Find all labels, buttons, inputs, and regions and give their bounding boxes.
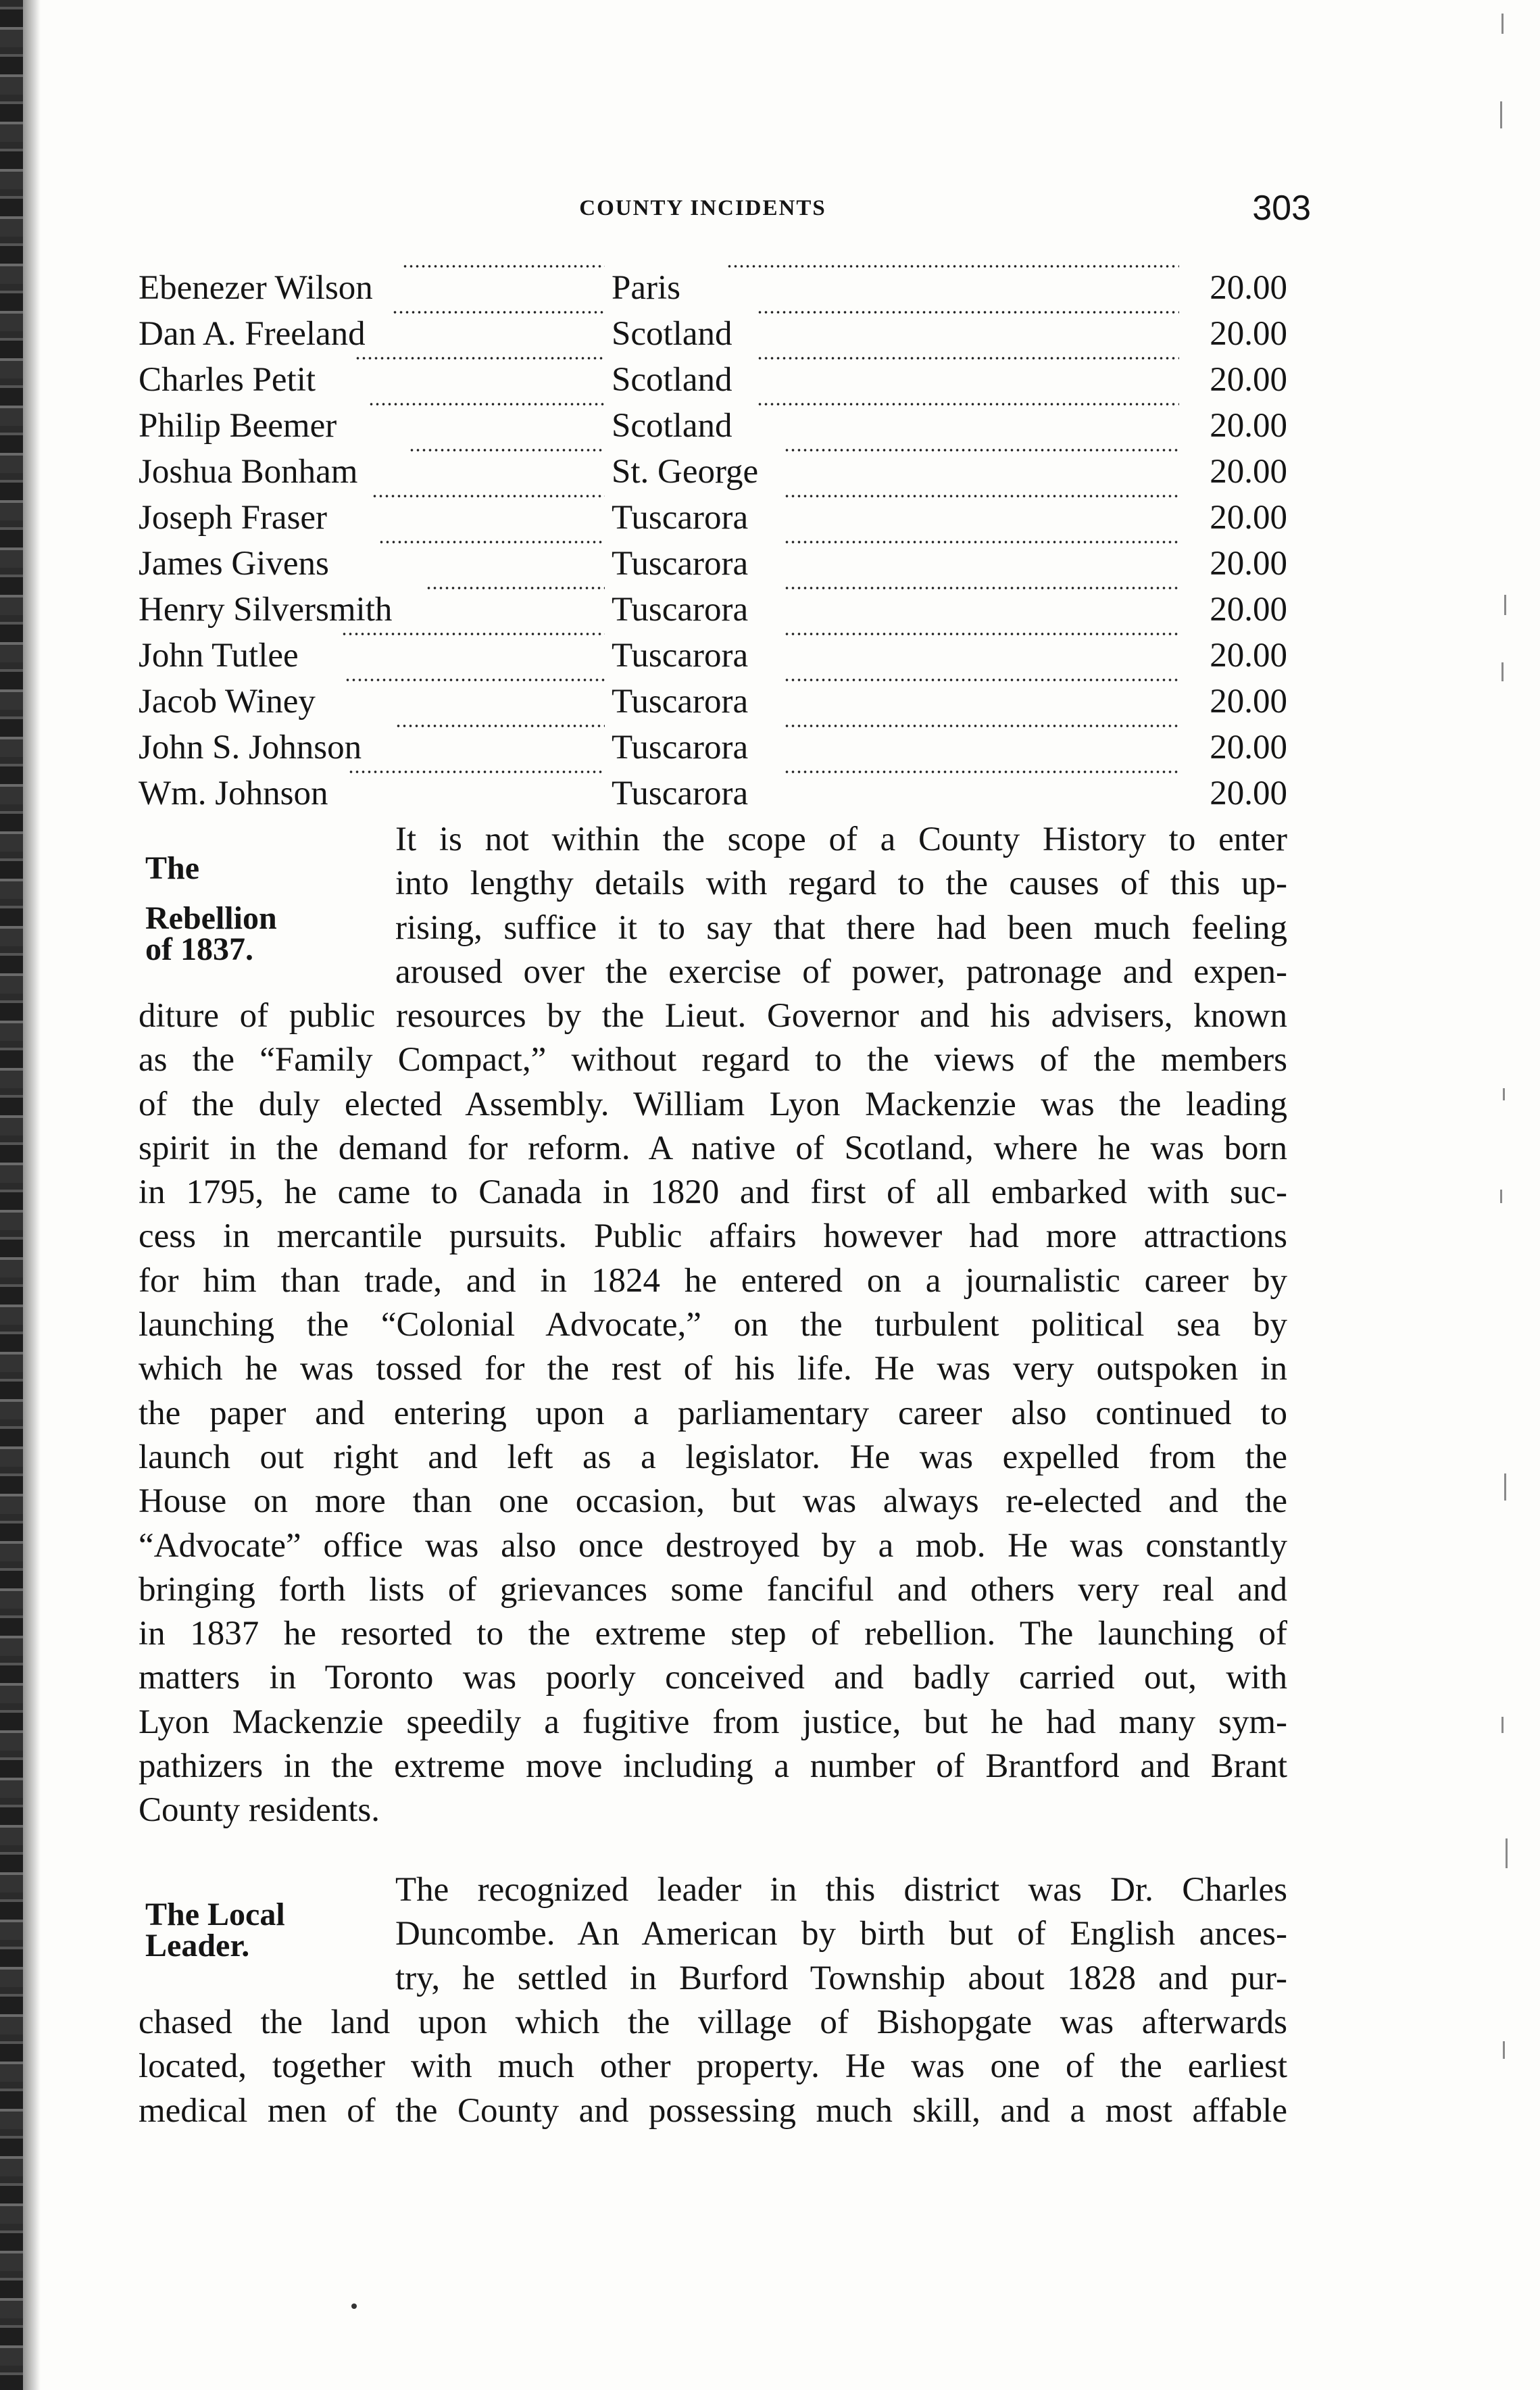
ledger-name: John S. Johnson bbox=[139, 729, 362, 766]
text-line: of the duly elected Assembly. William Lyon Mackenzie was the leading bbox=[139, 1085, 1287, 1123]
leader-dots bbox=[355, 357, 605, 360]
leader-dots bbox=[372, 495, 605, 497]
ledger-amount: 20.00 bbox=[1210, 683, 1287, 721]
leader-dots bbox=[757, 357, 1179, 360]
text-line: medical men of the County and possessing much skill, and a most affable bbox=[139, 2091, 1287, 2130]
ledger-amount: 20.00 bbox=[1210, 729, 1287, 766]
ledger-amount: 20.00 bbox=[1210, 361, 1287, 399]
text-line: The recognized leader in this district was Dr. Charles bbox=[395, 1871, 1287, 1909]
ledger-name: Ebenezer Wilson bbox=[139, 269, 373, 307]
running-header: COUNTY INCIDENTS bbox=[579, 196, 826, 220]
leader-dots bbox=[784, 679, 1179, 681]
binding-shadow bbox=[23, 0, 41, 2390]
rebellion-paragraph-indented bbox=[395, 818, 1287, 994]
ledger-name: Joshua Bonham bbox=[139, 453, 358, 491]
text-line: launching the “Colonial Advocate,” on the turbulent political sea by bbox=[139, 1306, 1287, 1344]
ledger-row bbox=[139, 725, 1287, 771]
binding-edge bbox=[0, 0, 23, 2390]
text-line: in 1795, he came to Canada in 1820 and first of all embarked with suc- bbox=[139, 1173, 1287, 1212]
ledger-place: Scotland bbox=[612, 361, 732, 399]
ledger-name: Joseph Fraser bbox=[139, 499, 328, 537]
ledger-place: Tuscarora bbox=[612, 729, 749, 766]
ledger-place: Tuscarora bbox=[612, 637, 749, 675]
text-line: located, together with much other property. He was one of the earliest bbox=[139, 2047, 1287, 2086]
leader-dots bbox=[784, 495, 1179, 497]
ledger-name: Philip Beemer bbox=[139, 407, 337, 445]
ledger-row bbox=[139, 771, 1287, 816]
margin-note-line: Leader. bbox=[145, 1928, 250, 1964]
ledger-name: Jacob Winey bbox=[139, 683, 316, 721]
margin-note-rebellion bbox=[145, 850, 348, 967]
ledger-amount: 20.00 bbox=[1210, 499, 1287, 537]
leader-dots bbox=[757, 403, 1179, 406]
ledger-place: Tuscarora bbox=[612, 591, 749, 629]
ledger-row bbox=[139, 633, 1287, 679]
ledger-name: Wm. Johnson bbox=[139, 775, 328, 812]
leader-paragraph-indented bbox=[395, 1868, 1287, 2001]
page-number: 303 bbox=[1252, 189, 1311, 228]
ledger-name: Henry Silversmith bbox=[139, 591, 393, 629]
ledger-place: Paris bbox=[612, 269, 680, 307]
leader-dots bbox=[378, 541, 605, 543]
ledger-row bbox=[139, 311, 1287, 357]
text-line: spirit in the demand for reform. A native of Scotland, where he was born bbox=[139, 1129, 1287, 1167]
text-line: cess in mercantile pursuits. Public affairs however had more attractions bbox=[139, 1217, 1287, 1256]
leader-dots bbox=[348, 771, 605, 773]
leader-dots bbox=[426, 587, 605, 589]
ledger-place: St. George bbox=[612, 453, 759, 491]
text-line: diture of public resources by the Lieut. Governor and his advisers, known bbox=[139, 997, 1287, 1035]
ledger-row bbox=[139, 449, 1287, 495]
ledger-row bbox=[139, 495, 1287, 541]
text-line: bringing forth lists of grievances some fanciful and others very real and bbox=[139, 1570, 1287, 1609]
text-line: pathizers in the extreme move including a number of Brantford and Brant bbox=[139, 1747, 1287, 1786]
ledger-row bbox=[139, 541, 1287, 587]
text-line: County residents. bbox=[139, 1791, 380, 1830]
ledger-name: John Tutlee bbox=[139, 637, 299, 675]
leader-dots bbox=[409, 449, 605, 452]
ledger-place: Scotland bbox=[612, 315, 732, 353]
margin-note-line: The Local bbox=[145, 1897, 285, 1932]
leader-dots bbox=[368, 403, 605, 406]
text-line: the paper and entering upon a parliamentary career also continued to bbox=[139, 1394, 1287, 1432]
margin-note-local-leader bbox=[145, 1897, 362, 1964]
leader-dots bbox=[402, 265, 605, 268]
ledger-row bbox=[139, 357, 1287, 403]
subscription-ledger bbox=[139, 265, 1287, 816]
ledger-amount: 20.00 bbox=[1210, 269, 1287, 307]
ledger-row bbox=[139, 403, 1287, 449]
text-line: for him than trade, and in 1824 he entered on a journalistic career by bbox=[139, 1261, 1287, 1300]
ledger-amount: 20.00 bbox=[1210, 407, 1287, 445]
ledger-place: Scotland bbox=[612, 407, 732, 445]
leader-dots bbox=[784, 449, 1179, 452]
text-line: matters in Toronto was poorly conceived and badly carried out, with bbox=[139, 1659, 1287, 1697]
margin-note-line: The bbox=[145, 850, 200, 886]
ledger-name: Dan A. Freeland bbox=[139, 315, 366, 353]
text-line: Lyon Mackenzie speedily a fugitive from justice, but he had many sym- bbox=[139, 1703, 1287, 1741]
text-line: House on more than one occasion, but was always re-elected and the bbox=[139, 1482, 1287, 1521]
leader-dots bbox=[784, 633, 1179, 635]
ledger-amount: 20.00 bbox=[1210, 545, 1287, 583]
text-line: “Advocate” office was also once destroyed by a mob. He was constantly bbox=[139, 1526, 1287, 1565]
text-line: It is not within the scope of a County History to enter bbox=[395, 821, 1287, 858]
leader-dots bbox=[784, 541, 1179, 543]
leader-dots bbox=[341, 633, 605, 635]
leader-dots bbox=[784, 587, 1179, 589]
text-line: as the “Family Compact,” without regard to the views of the members bbox=[139, 1041, 1287, 1079]
ledger-amount: 20.00 bbox=[1210, 637, 1287, 675]
ledger-row bbox=[139, 587, 1287, 633]
text-line: rising, suffice it to say that there had been much feeling bbox=[395, 908, 1287, 947]
ledger-place: Tuscarora bbox=[612, 775, 749, 812]
leader-dots bbox=[784, 725, 1179, 727]
ledger-amount: 20.00 bbox=[1210, 775, 1287, 812]
leader-dots bbox=[726, 265, 1179, 268]
text-line: in 1837 he resorted to the extreme step of rebellion. The launching of bbox=[139, 1615, 1287, 1653]
ledger-place: Tuscarora bbox=[612, 683, 749, 721]
text-line: try, he settled in Burford Township about 1828 and pur- bbox=[395, 1959, 1287, 1997]
text-line: aroused over the exercise of power, patronage and expen- bbox=[395, 952, 1287, 991]
leader-dots bbox=[345, 679, 605, 681]
text-line: Duncombe. An American by birth but of English ances- bbox=[395, 1915, 1287, 1953]
ledger-amount: 20.00 bbox=[1210, 315, 1287, 353]
ledger-name: Charles Petit bbox=[139, 361, 316, 399]
ledger-place: Tuscarora bbox=[612, 499, 749, 537]
ledger-place: Tuscarora bbox=[612, 545, 749, 583]
text-line: launch out right and left as a legislator. He was expelled from the bbox=[139, 1438, 1287, 1476]
stray-ink-dot bbox=[351, 2303, 357, 2309]
text-line: which he was tossed for the rest of his life. He was very outspoken in bbox=[139, 1350, 1287, 1388]
text-line: chased the land upon which the village of Bishopgate was afterwards bbox=[139, 2003, 1287, 2041]
leader-dots bbox=[392, 311, 605, 314]
leader-paragraph-full bbox=[139, 2001, 1287, 2133]
leader-dots bbox=[784, 771, 1179, 773]
rebellion-paragraph-full bbox=[139, 994, 1287, 1833]
margin-note-line: of 1837. bbox=[145, 931, 253, 967]
ledger-amount: 20.00 bbox=[1210, 453, 1287, 491]
leader-dots bbox=[757, 311, 1179, 314]
ledger-row bbox=[139, 679, 1287, 725]
ledger-name: James Givens bbox=[139, 545, 329, 583]
leader-dots bbox=[395, 725, 605, 727]
right-edge-specks bbox=[1493, 0, 1520, 2390]
ledger-amount: 20.00 bbox=[1210, 591, 1287, 629]
margin-note-line: Rebellion bbox=[145, 900, 277, 936]
ledger-row bbox=[139, 265, 1287, 311]
text-line: into lengthy details with regard to the causes of this up- bbox=[395, 864, 1287, 903]
